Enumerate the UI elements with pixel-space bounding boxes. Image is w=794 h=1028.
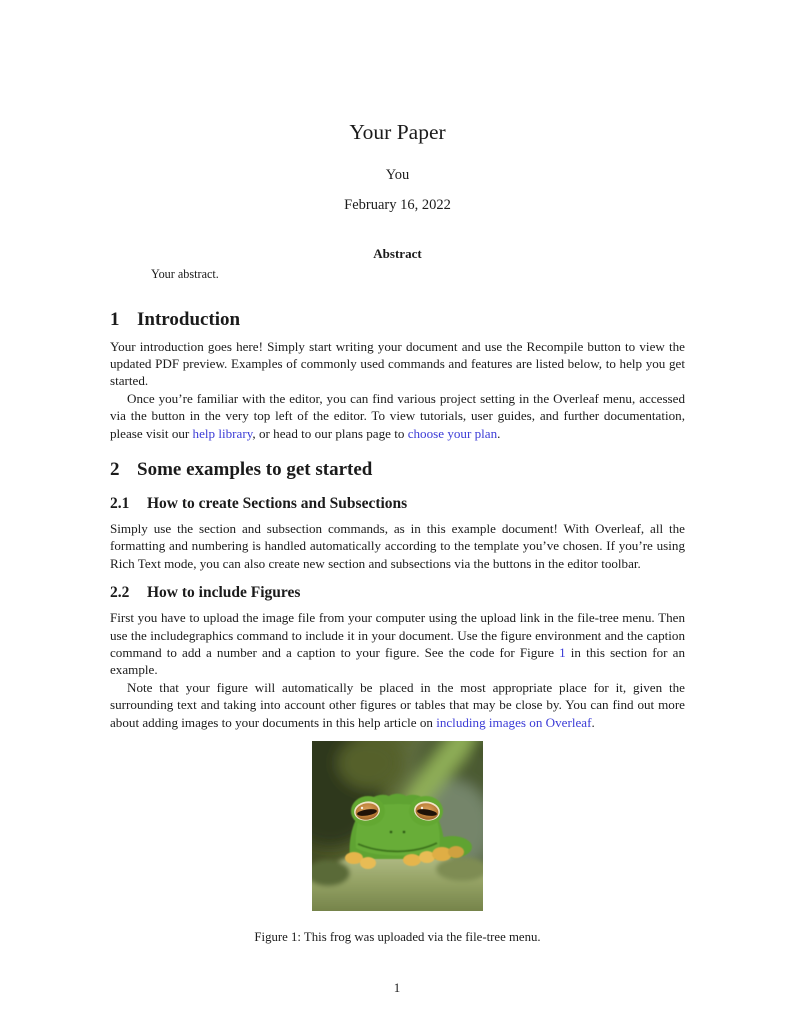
abstract-text: Your abstract. <box>151 267 219 281</box>
intro-paragraph-2 <box>110 390 685 442</box>
intro-paragraph-1: Your introduction goes here! Simply start writing your document and use the Recompile button to view the updated PDF preview. Examples of commonly used commands and features are listed below, to help you get started. <box>110 338 685 389</box>
section-1-heading <box>110 308 685 331</box>
frog-photo-image <box>312 741 483 911</box>
section-1-number: 1 <box>110 308 120 330</box>
figure-1-caption: Figure 1: This frog was uploaded via the file-tree menu. <box>254 930 541 944</box>
subsection-2-2-heading <box>110 583 685 602</box>
paper-author: You <box>385 167 410 183</box>
subsection-2-2-title: How to include Figures <box>147 584 301 602</box>
figure-1-reference-link[interactable]: 1 <box>559 644 566 660</box>
figures-paragraph-1-text: First you have to upload the image file from your computer using the upload link in the file-tree menu. Then use the includegraphics command to include it in your document. Use the figure environment and the caption command to add a number and a caption to your figure. See the code for Figure <box>110 610 685 660</box>
subsection-2-2-number: 2.2 <box>110 584 130 602</box>
intro-paragraph-2-text: . <box>497 425 501 441</box>
choose-your-plan-link[interactable]: choose your plan <box>407 425 498 441</box>
including-images-link[interactable]: including images on Overleaf <box>436 714 592 730</box>
subsection-2-1-heading <box>110 494 685 513</box>
figures-paragraph-2-text: Note that your figure will automatically be placed in the most appropriate place for it, given the surrounding text and taking into account other figures or tables that may be close by. You can find out more about adding images to your documents in this help article on <box>110 679 685 730</box>
document-content <box>110 0 685 945</box>
figures-paragraph-2-text: . <box>591 714 595 730</box>
help-library-link[interactable]: help library <box>192 425 253 441</box>
subsection-2-1-number: 2.1 <box>110 494 130 512</box>
page-number: 1 <box>393 980 401 995</box>
figures-paragraph-1-text: in this section for an example. <box>110 644 685 678</box>
section-2-title: Some examples to get started <box>137 458 373 480</box>
section-2-number: 2 <box>110 458 120 480</box>
section-1-title: Introduction <box>137 308 241 330</box>
paper-date: February 16, 2022 <box>344 197 451 213</box>
figure-1 <box>110 741 685 945</box>
intro-paragraph-2-text: Once you’re familiar with the editor, you can find various project setting in the Overleaf menu, accessed via the button in the very top left of the editor. To view tutorials, user guides, and further documentation, please visit our <box>110 390 685 441</box>
figures-paragraph-1 <box>110 609 685 679</box>
subsection-2-1-paragraph: Simply use the section and subsection commands, as in this example document! With Overleaf, all the formatting and numbering is handled automatically according to the template you’ve chosen. If you’re using Rich Text mode, you can also create new section and subsections via the buttons in the editor toolbar. <box>110 520 685 571</box>
intro-paragraph-2-text: , or head to our plans page to <box>252 425 408 441</box>
section-2-heading <box>110 458 685 481</box>
figures-paragraph-2 <box>110 679 685 731</box>
subsection-2-1-title: How to create Sections and Subsections <box>147 494 408 512</box>
abstract-heading: Abstract <box>373 246 422 261</box>
paper-title: Your Paper <box>349 120 446 144</box>
